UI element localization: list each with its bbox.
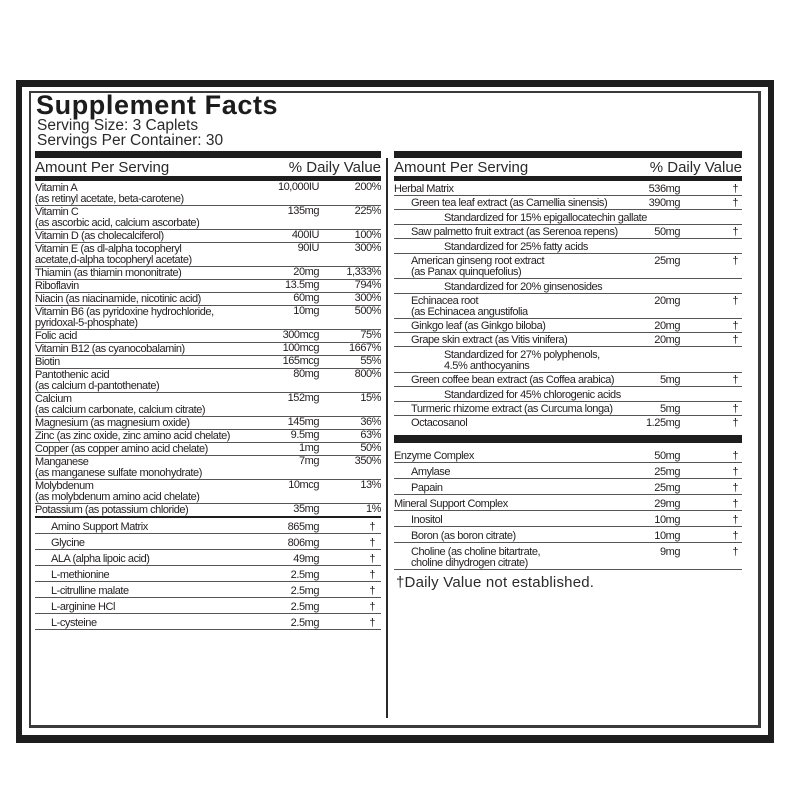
herbal-name [394,321,742,332]
amount-per-serving-header: Amount Per Serving [35,159,170,176]
nutrient-label: Vitamin A [35,182,78,194]
amino-amount: 2.5mg [290,601,319,613]
amino-name: L-citrulline malate [51,585,129,597]
nutrient-label: Riboflavin [35,280,79,292]
amino-name: L-cysteine [51,617,97,629]
nutrient-row [35,267,381,280]
herbal-name [394,198,742,209]
nutrient-row [35,504,381,518]
herbal-amount: 5mg [659,374,680,386]
complex-label: Papain [411,482,443,494]
herbal-label: Green coffee bean extract (as Coffea arabica) [411,374,615,386]
complex-amount: 25mg [654,466,680,478]
column-header [394,158,742,176]
herbal-matrix-list [394,182,742,429]
nutrient-name [35,418,381,429]
left-column [35,151,381,630]
dagger-icon: † [732,546,738,558]
nutrient-row [35,182,381,206]
herbal-row [394,225,742,239]
herbal-row [394,373,742,387]
nutrient-label: Manganese [35,456,89,468]
nutrient-source: acetate,d-alpha tocopheryl acetate) [35,254,192,266]
complex-source: choline dihydrogen citrate) [411,557,528,569]
standardization-note [394,239,742,254]
nutrient-row [35,330,381,343]
herbal-row [394,294,742,319]
nutrient-daily-value: 50% [360,442,381,454]
amino-name: L-arginine HCl [51,601,116,613]
standardization-note [394,279,742,294]
complex-amount: 9mg [659,546,680,558]
nutrient-row [35,243,381,267]
complex-name [394,467,742,478]
nutrient-name [35,244,381,266]
dagger-icon: † [369,585,375,597]
nutrient-daily-value: 100% [354,229,381,241]
amino-amount: 2.5mg [290,585,319,597]
amino-matrix-list [35,518,381,630]
complex-name [394,515,742,526]
herbal-amount: 1.25mg [646,417,680,429]
herbal-source: (as Echinacea angustifolia [411,306,528,318]
herbal-name [394,404,742,415]
standardization-note [394,347,742,373]
nutrient-name [35,294,381,305]
nutrient-label: Vitamin E (as dl-alpha tocopheryl [35,243,182,255]
nutrient-name [35,431,381,442]
dagger-icon: † [732,466,738,478]
nutrient-daily-value: 1% [366,503,381,515]
herbal-name [394,296,742,318]
amino-row [35,614,381,630]
nutrient-name [35,457,381,479]
complex-name [394,531,742,542]
complex-label: Boron (as boron citrate) [411,530,516,542]
nutrient-name [35,281,381,292]
nutrient-amount: 7mg [298,455,319,467]
nutrient-daily-value: 55% [360,355,381,367]
nutrient-label: Zinc (as zinc oxide, zinc amino acid chelate) [35,430,230,442]
nutrient-amount: 9.5mg [290,429,319,441]
nutrient-name [35,505,381,516]
complex-amount: 25mg [654,482,680,494]
nutrient-label: Thiamin (as thiamin mononitrate) [35,267,182,279]
herbal-name [394,256,742,278]
dagger-icon: † [732,530,738,542]
nutrient-name [35,307,381,329]
complex-row [394,543,742,570]
complex-amount: 29mg [654,498,680,510]
dagger-icon: † [732,295,738,307]
nutrient-amount: 80mg [293,368,319,380]
dagger-icon: † [369,521,375,533]
nutrient-row [35,306,381,330]
herbal-label: Herbal Matrix [394,183,454,195]
thick-rule [394,151,742,158]
complex-label: Enzyme Complex [394,450,474,462]
herbal-row [394,416,742,429]
complex-name [394,547,742,569]
nutrient-row [35,456,381,480]
nutrient-source: (as manganese sulfate monohydrate) [35,467,202,479]
nutrient-daily-value: 13% [360,479,381,491]
herbal-label: Turmeric rhizome extract (as Curcuma longa) [411,403,613,415]
nutrient-name [35,207,381,229]
dagger-icon: † [732,334,738,346]
complex-label: Inositol [411,514,443,526]
dagger-icon: † [732,403,738,415]
nutrient-amount: 10,000IU [277,181,319,193]
nutrient-daily-value: 36% [360,416,381,428]
column-header [35,158,381,176]
right-column [394,151,742,591]
herbal-name [394,418,742,429]
serving-size: Serving Size: 3 Caplets [37,117,199,134]
amino-row [35,518,381,534]
complex-list [394,447,742,570]
nutrient-amount: 135mg [287,205,319,217]
nutrient-source: (as calcium carbonate, calcium citrate) [35,404,206,416]
nutrient-source: (as molybdenum amino acid chelate) [35,491,200,503]
nutrient-name [35,370,381,392]
herbal-name [394,375,742,386]
nutrient-daily-value: 300% [354,242,381,254]
nutrient-daily-value: 75% [360,329,381,341]
amino-amount: 49mg [293,553,319,565]
dagger-icon: † [369,553,375,565]
herbal-label: Echinacea root [411,295,479,307]
dagger-icon: † [732,498,738,510]
nutrient-label: Vitamin D (as cholecalciferol) [35,230,164,242]
nutrient-row [35,393,381,417]
amino-amount: 806mg [287,537,319,549]
nutrient-amount: 90IU [297,242,319,254]
nutrient-amount: 13.5mg [285,279,319,291]
herbal-amount: 536mg [648,183,680,195]
nutrient-label: Biotin [35,356,60,368]
nutrient-amount: 400IU [291,229,319,241]
herbal-row [394,254,742,279]
nutrient-daily-value: 63% [360,429,381,441]
note-text [394,350,742,372]
herbal-label: Green tea leaf extract (as Camellia sinensis) [411,197,608,209]
standardization-note [394,210,742,225]
nutrient-label: Vitamin B6 (as pyridoxine hydrochloride, [35,306,214,318]
note-text [394,213,742,224]
note-line: Standardized for 25% fatty acids [444,241,588,253]
herbal-label: Octacosanol [411,417,468,429]
section-rule [394,435,742,443]
nutrient-row [35,280,381,293]
standardization-note [394,387,742,402]
nutrient-amount: 165mcg [282,355,319,367]
herbal-name [394,335,742,346]
serving-info [37,118,223,148]
nutrient-amount: 300mcg [282,329,319,341]
herbal-amount: 5mg [659,403,680,415]
dagger-icon: † [732,417,738,429]
complex-row [394,527,742,543]
nutrient-label: Copper (as copper amino acid chelate) [35,443,208,455]
note-line: Standardized for 27% polyphenols, [444,349,600,361]
herbal-row [394,333,742,347]
amino-row [35,534,381,550]
nutrient-label: Calcium [35,393,72,405]
complex-row [394,495,742,511]
nutrient-label: Molybdenum [35,480,94,492]
complex-label: Amylase [411,466,451,478]
nutrient-name [35,231,381,242]
nutrient-label: Vitamin B12 (as cyanocobalamin) [35,343,185,355]
herbal-amount: 20mg [654,320,680,332]
amino-name: ALA (alpha lipoic acid) [51,553,150,565]
dagger-icon: † [732,226,738,238]
complex-row [394,479,742,495]
herbal-source: (as Panax quinquefolius) [411,266,522,278]
note-text [394,242,742,253]
complex-amount: 50mg [654,450,680,462]
amino-name: Glycine [51,537,85,549]
nutrient-row [35,443,381,456]
nutrient-daily-value: 300% [354,292,381,304]
dagger-icon: † [369,617,375,629]
dagger-icon: † [732,514,738,526]
daily-value-header: % Daily Value [649,159,742,176]
nutrient-row [35,206,381,230]
nutrient-daily-value: 800% [354,368,381,380]
note-line: 4.5% anthocyanins [444,360,530,372]
nutrient-name [35,183,381,205]
dagger-icon: † [732,320,738,332]
herbal-name [394,184,742,195]
nutrient-row [35,369,381,393]
nutrient-amount: 10mcg [288,479,319,491]
nutrient-source: (as retinyl acetate, beta-carotene) [35,193,184,205]
dagger-icon: † [732,197,738,209]
herbal-amount: 390mg [648,197,680,209]
amino-name: Amino Support Matrix [51,521,148,533]
nutrient-list [35,182,381,518]
complex-name [394,451,742,462]
amino-row [35,566,381,582]
nutrient-daily-value: 500% [354,305,381,317]
nutrient-row [35,230,381,243]
thick-rule [35,151,381,158]
nutrient-row [35,480,381,504]
amino-amount: 865mg [287,521,319,533]
nutrient-name [35,357,381,368]
nutrient-label: Pantothenic acid [35,369,110,381]
complex-row [394,447,742,463]
complex-name [394,483,742,494]
medium-rule [35,176,381,181]
amino-amount: 2.5mg [290,617,319,629]
nutrient-daily-value: 200% [354,181,381,193]
complex-label: Mineral Support Complex [394,498,508,510]
amino-row [35,598,381,614]
column-divider [386,158,388,718]
dagger-icon: † [369,569,375,581]
herbal-row [394,196,742,210]
complex-amount: 10mg [654,514,680,526]
nutrient-label: Magnesium (as magnesium oxide) [35,417,190,429]
servings-per-container: Servings Per Container: 30 [37,132,224,149]
nutrient-daily-value: 15% [360,392,381,404]
complex-row [394,463,742,479]
label-title: Supplement Facts [36,90,279,120]
note-text [394,390,742,401]
nutrient-row [35,356,381,369]
nutrient-source: (as ascorbic acid, calcium ascorbate) [35,217,200,229]
dagger-icon: † [732,255,738,267]
note-line: Standardized for 20% ginsenosides [444,281,603,293]
nutrient-row [35,293,381,306]
nutrient-amount: 100mcg [282,342,319,354]
complex-amount: 10mg [654,530,680,542]
herbal-amount: 20mg [654,295,680,307]
dagger-icon: † [732,482,738,494]
nutrient-row [35,417,381,430]
nutrient-amount: 60mg [293,292,319,304]
nutrient-name [35,344,381,355]
dagger-icon: † [732,183,738,195]
nutrient-label: Niacin (as niacinamide, nicotinic acid) [35,293,201,305]
nutrient-amount: 35mg [293,503,319,515]
footnote: †Daily Value not established. [396,574,595,591]
nutrient-daily-value: 225% [354,205,381,217]
amino-amount: 2.5mg [290,569,319,581]
nutrient-label: Vitamin C [35,206,79,218]
nutrient-amount: 20mg [293,266,319,278]
herbal-label: Grape skin extract (as Vitis vinifera) [411,334,568,346]
herbal-amount: 50mg [654,226,680,238]
nutrient-row [35,343,381,356]
nutrient-name [35,444,381,455]
herbal-row [394,402,742,416]
medium-rule [394,176,742,181]
note-line: Standardized for 15% epigallocatechin gallate [444,212,647,224]
nutrient-source: pyridoxal-5-phosphate) [35,317,138,329]
nutrient-name [35,394,381,416]
amount-per-serving-header: Amount Per Serving [394,159,529,176]
nutrient-name [35,331,381,342]
note-line: Standardized for 45% chlorogenic acids [444,389,621,401]
amino-row [35,582,381,598]
nutrient-daily-value: 1667% [348,342,381,354]
nutrient-daily-value: 794% [354,279,381,291]
daily-value-header: % Daily Value [288,159,381,176]
nutrient-source: (as calcium d-pantothenate) [35,380,160,392]
nutrient-amount: 145mg [287,416,319,428]
dagger-icon: † [369,537,375,549]
herbal-row [394,182,742,196]
herbal-label: American ginseng root extract [411,255,545,267]
nutrient-name [35,481,381,503]
note-text [394,282,742,293]
herbal-name [394,227,742,238]
complex-row [394,511,742,527]
herbal-amount: 20mg [654,334,680,346]
dagger-icon: † [369,601,375,613]
herbal-label: Saw palmetto fruit extract (as Serenoa repens) [411,226,618,238]
nutrient-amount: 152mg [287,392,319,404]
nutrient-label: Potassium (as potassium chloride) [35,504,189,516]
herbal-row [394,319,742,333]
nutrient-row [35,430,381,443]
nutrient-amount: 10mg [293,305,319,317]
nutrient-label: Folic acid [35,330,77,342]
nutrient-daily-value: 1,333% [346,266,381,278]
amino-row [35,550,381,566]
nutrient-name [35,268,381,279]
complex-name [394,499,742,510]
herbal-label: Ginkgo leaf (as Ginkgo biloba) [411,320,546,332]
nutrient-daily-value: 350% [354,455,381,467]
nutrient-amount: 1mg [298,442,319,454]
complex-label: Choline (as choline bitartrate, [411,546,541,558]
dagger-icon: † [732,450,738,462]
herbal-amount: 25mg [654,255,680,267]
dagger-icon: † [732,374,738,386]
amino-name: L-methionine [51,569,110,581]
